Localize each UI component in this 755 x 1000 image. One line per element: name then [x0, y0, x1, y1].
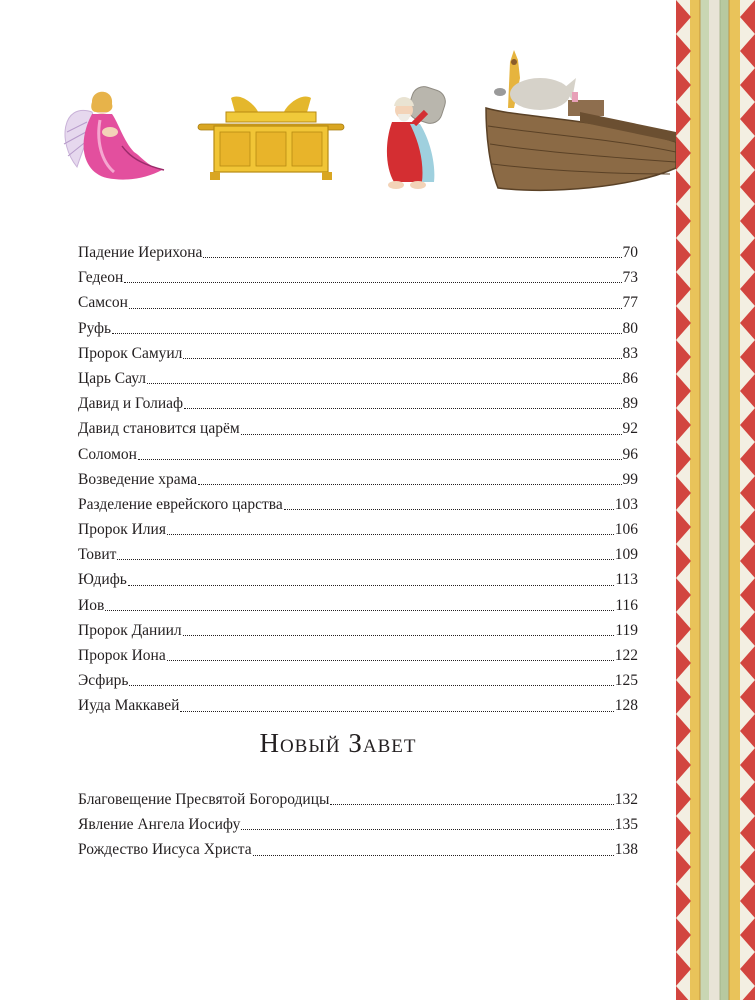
- toc-entry-page: 70: [622, 244, 638, 261]
- toc-entry-page: 96: [622, 445, 638, 463]
- moses-illustration: [380, 84, 450, 192]
- angel-illustration: [52, 82, 172, 192]
- toc-entry-page: 80: [622, 319, 638, 337]
- toc-entry-page: 89: [622, 395, 638, 413]
- toc-entry[interactable]: [78, 668, 638, 693]
- section-heading-new-testament: Новый Завет: [259, 728, 417, 758]
- dot-leader: [183, 635, 615, 636]
- toc-entry[interactable]: [78, 812, 638, 837]
- decorative-border: [676, 0, 755, 1000]
- toc-new-testament: [78, 787, 638, 863]
- dot-leader: [184, 408, 621, 409]
- dot-leader: [241, 829, 613, 830]
- toc-entry[interactable]: [78, 787, 638, 812]
- toc-entry[interactable]: [78, 442, 638, 467]
- toc-entry[interactable]: [78, 416, 638, 441]
- dot-leader: [183, 358, 621, 359]
- dot-leader: [105, 610, 614, 611]
- toc-entry-page: 99: [622, 470, 638, 488]
- toc-entry-page: 135: [614, 816, 638, 834]
- toc-entry-title: Царь Саул: [78, 369, 147, 387]
- toc-entry[interactable]: [78, 492, 638, 517]
- toc-entry-page: 113: [615, 571, 638, 589]
- toc-entry[interactable]: [78, 341, 638, 366]
- toc-entry[interactable]: [78, 593, 638, 618]
- toc-entry-page: 122: [614, 647, 638, 664]
- dot-leader: [253, 855, 614, 856]
- toc-entry[interactable]: [78, 542, 638, 567]
- toc-entry-title: Соломон: [78, 445, 137, 463]
- toc-entry-page: 73: [622, 269, 638, 287]
- dot-leader: [167, 660, 614, 661]
- dot-leader: [147, 383, 621, 384]
- dot-leader: [284, 509, 614, 510]
- toc-entry-title: Давид становится царём: [78, 420, 240, 438]
- toc-entry-page: 138: [614, 841, 638, 859]
- toc-entry-title: Юдифь: [78, 571, 127, 589]
- toc-entry[interactable]: [78, 467, 638, 492]
- dot-leader: [117, 559, 613, 560]
- toc-entry[interactable]: [78, 567, 638, 592]
- toc-entry-title: Рождество Иисуса Христа: [78, 841, 252, 859]
- toc-entry-page: 109: [614, 546, 638, 564]
- ark-of-covenant-illustration: [196, 92, 346, 182]
- dot-leader: [129, 685, 613, 686]
- toc-entry-page: 86: [622, 369, 638, 387]
- toc-entry[interactable]: [78, 265, 638, 290]
- toc-entry-title: Самсон: [78, 294, 128, 312]
- toc-entry-page: 128: [614, 697, 638, 715]
- toc-entry-title: Иов: [78, 596, 105, 614]
- toc-entry[interactable]: [78, 366, 638, 391]
- toc-entry-page: 132: [614, 791, 638, 808]
- toc-old-testament: [78, 240, 638, 719]
- toc-entry-title: Явление Ангела Иосифу: [78, 816, 241, 834]
- toc-entry[interactable]: [78, 837, 638, 862]
- dot-leader: [180, 711, 613, 712]
- toc-entry[interactable]: [78, 618, 638, 643]
- toc-entry[interactable]: [78, 391, 638, 416]
- toc-entry-title: Товит: [78, 546, 117, 564]
- dot-leader: [241, 434, 622, 435]
- toc-entry[interactable]: [78, 643, 638, 668]
- dot-leader: [138, 459, 622, 460]
- toc-entry-title: Пророк Самуил: [78, 344, 183, 362]
- toc-entry-title: Пророк Иона: [78, 647, 166, 664]
- toc-entry-title: Давид и Голиаф: [78, 395, 184, 413]
- toc-entry-title: Падение Иерихона: [78, 244, 203, 261]
- dot-leader: [112, 333, 621, 334]
- toc-entry[interactable]: [78, 290, 638, 315]
- dot-leader: [128, 585, 614, 586]
- toc-entry-title: Гедеон: [78, 269, 124, 287]
- toc-entry-page: 92: [622, 420, 638, 438]
- dot-leader: [124, 282, 621, 283]
- toc-entry[interactable]: [78, 316, 638, 341]
- dot-leader: [203, 257, 621, 258]
- toc-entry-page: 119: [615, 621, 638, 639]
- toc-entry-page: 106: [614, 521, 638, 539]
- dot-leader: [167, 534, 614, 535]
- toc-entry-title: Пророк Илия: [78, 521, 166, 539]
- noahs-ark-illustration: [480, 48, 676, 192]
- toc-entry-page: 116: [615, 596, 638, 614]
- toc-entry-title: Руфь: [78, 319, 112, 337]
- toc-entry-title: Возведение храма: [78, 470, 198, 488]
- toc-entry-title: Благовещение Пресвятой Богородицы: [78, 791, 330, 808]
- dot-leader: [198, 484, 621, 485]
- toc-entry[interactable]: [78, 240, 638, 265]
- toc-entry-title: Иуда Маккавей: [78, 697, 180, 715]
- toc-entry-title: Разделение еврейского царства: [78, 495, 283, 513]
- toc-entry-page: 77: [622, 294, 638, 312]
- toc-entry-title: Эсфирь: [78, 672, 129, 690]
- toc-entry[interactable]: [78, 517, 638, 542]
- dot-leader: [330, 804, 613, 805]
- toc-entry-page: 125: [614, 672, 638, 690]
- toc-entry-page: 103: [614, 495, 638, 513]
- toc-entry-title: Пророк Даниил: [78, 621, 182, 639]
- toc-entry[interactable]: [78, 693, 638, 718]
- dot-leader: [129, 308, 622, 309]
- toc-entry-page: 83: [622, 344, 638, 362]
